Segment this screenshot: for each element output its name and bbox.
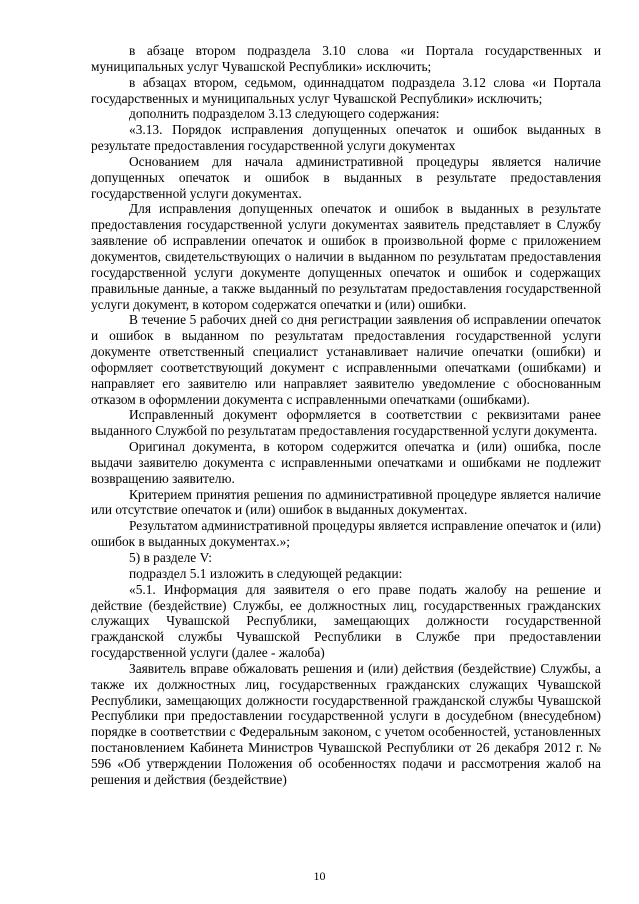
paragraph: 5) в разделе V:	[129, 550, 212, 565]
paragraph: Исправленный документ оформляется в соответствии с реквизитами ранее выданного Службой по результатам предоставления государственной услуги документа.	[91, 407, 601, 439]
section-heading: «5.1. Информация для заявителя о его праве подать жалобу на решение и действие (бездействие) Службы, ее должностных лиц, государственных гражданских служащих Чувашской Республики, замещающих должности государственной гражданской службы Чувашской Республики в Службе при предоставлении государственной услуги (далее - жалоба)	[91, 581, 601, 661]
paragraph: Для исправления допущенных опечаток и ошибок в выданных в результате предоставления государственной услуги документах заявитель представляет в Службу заявление об исправлении опечаток и ошибок в произвольной форме с приложением документов, свидетельствующих о наличии в выданном по результатам предоставления государственной услуги документе допущенных опечаток и ошибок и содержащих правильные данные, а также выданный по результатам предоставления государственной услуги документ, в котором содержатся опечатки и (или) ошибки.	[91, 201, 601, 312]
paragraph: дополнить подразделом 3.13 следующего содержания:	[129, 106, 440, 122]
paragraph: Результатом административной процедуры является исправление опечаток и (или) ошибок в выданных документах.»;	[91, 518, 601, 550]
paragraph: В течение 5 рабочих дней со дня регистрации заявления об исправлении опечаток и ошибок в выданном по результатам предоставления государственной услуги документе ответственный специалист устанавливает наличие опечатки (ошибки) и оформляет соответствующий документ с исправленными опечатками (ошибками) и направляет его заявителю или направляет заявителю уведомление с обоснованным отказом в оформлении документа с исправленными опечатками (ошибками).	[91, 312, 601, 407]
page-number: 10	[313, 869, 326, 883]
paragraph: Основанием для начала административной процедуры является наличие допущенных опечаток и ошибок в выданных в результате предоставления государственной услуги документах.	[91, 153, 601, 201]
paragraph: подраздел 5.1 изложить в следующей редакции:	[129, 565, 403, 581]
paragraph: в абзацах втором, седьмом, одиннадцатом подраздела 3.12 слова «и Портала государственных и муниципальных услуг Чувашской Республики» исключить;	[91, 74, 601, 106]
paragraph: в абзаце втором подраздела 3.10 слова «и Портала государственных и муниципальных услуг Чувашской Республики» исключить;	[91, 43, 601, 74]
paragraph: Заявитель вправе обжаловать решения и (или) действия (бездействие) Службы, а также их должностных лиц, государственных гражданских служащих Чувашской Республики, замещающих должности государственной гражданской службы Чувашской Республики при предоставлении государственной услуги в досудебном (внесудебном) порядке в соответствии с Федеральным законом, с учетом особенностей, установленных постановлением Кабинета Министров Чувашской Республики от 26 декабря 2012 г. № 596 «Об утверждении Положения об особенностях подачи и рассмотрения жалоб на решения и действия (бездействие)	[91, 660, 601, 787]
document-body	[91, 43, 601, 788]
paragraph: Критерием принятия решения по административной процедуре является наличие или отсутствие опечаток и (или) ошибок в выданных документах.	[91, 486, 601, 518]
section-heading: «3.13. Порядок исправления допущенных опечаток и ошибок выданных в результате предоставления государственной услуги документах	[91, 122, 601, 154]
paragraph: Оригинал документа, в котором содержится опечатка и (или) ошибка, после выдачи заявителю документа с исправленными опечатками и ошибками не подлежит возвращению заявителю.	[91, 439, 601, 486]
